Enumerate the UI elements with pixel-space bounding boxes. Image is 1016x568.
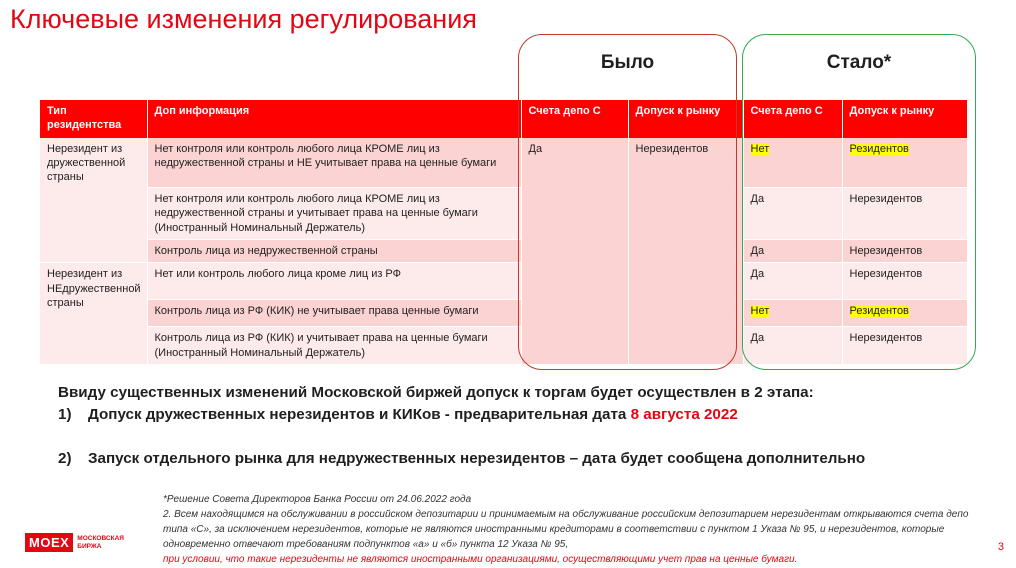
highlighted-value: Нет bbox=[750, 305, 770, 318]
step-2-text: Запуск отдельного рынка для недружественных нерезидентов – дата будет сообщена дополнительно bbox=[88, 450, 866, 467]
footnote-decision: *Решение Совета Директоров Банка России от 24.06.2022 года bbox=[163, 494, 472, 505]
now-access-cell: Нерезидентов bbox=[842, 240, 967, 263]
now-access-cell bbox=[842, 138, 967, 188]
footnote bbox=[163, 492, 983, 567]
logo-mark: MOEX bbox=[25, 533, 73, 552]
step-1-number: 1) bbox=[58, 406, 72, 423]
footnote-condition: при условии, что такие нерезиденты не являются иностранными организациями, осуществляющими учет прав на ценные бумаги. bbox=[163, 554, 798, 565]
header-type: Тип резидентства bbox=[40, 100, 147, 138]
regulation-table bbox=[40, 100, 968, 365]
now-access-cell: Нерезидентов bbox=[842, 327, 967, 365]
info-cell: Контроль лица из РФ (КИК) и учитывает права на ценные бумаги (Иностранный Номинальный Держатель) bbox=[147, 327, 521, 365]
info-cell: Контроль лица из РФ (КИК) не учитывает права ценные бумаги bbox=[147, 300, 521, 327]
step-1-date: 8 августа 2022 bbox=[630, 406, 738, 423]
step-1-text: Допуск дружественных нерезидентов и КИКов - предварительная дата bbox=[88, 406, 631, 423]
highlighted-value: Резидентов bbox=[849, 142, 909, 155]
header-was-access: Допуск к рынку bbox=[628, 100, 743, 138]
footnote-clause: 2. Всем находящимся на обслуживании в российском депозитарии и принимаемым на обслуживание российским депозитарием нерезидентам открываются счета депо типа «С», за исключением нерезидентов, которые не являются иностранными кредиторами в соответствии с пунктом 1 Указа № 95, и нерезидентов, которые одновременно отвечают требованиям подпунктов «а» и «б» пункта 12 Указа № 95, bbox=[163, 509, 969, 550]
moex-logo bbox=[25, 533, 124, 552]
type-unfriendly-cell: Нерезидент из НЕдружественной страны bbox=[40, 263, 147, 365]
was-access-cell: Нерезидентов bbox=[628, 138, 743, 365]
logo-text-line-2: БИРЖА bbox=[77, 542, 102, 550]
now-accounts-cell: Да bbox=[743, 327, 842, 365]
info-cell: Нет или контроль любого лица кроме лиц из РФ bbox=[147, 263, 521, 300]
highlighted-value: Резидентов bbox=[849, 305, 909, 318]
summary-step-2 bbox=[58, 450, 865, 467]
logo-text-line-1: МОСКОВСКАЯ bbox=[77, 535, 124, 543]
summary-intro: Ввиду существенных изменений Московской биржей допуск к торгам будет осуществлен в 2 этапа: bbox=[58, 384, 814, 401]
now-access-cell: Нерезидентов bbox=[842, 263, 967, 300]
step-2-number: 2) bbox=[58, 450, 72, 467]
now-access-cell bbox=[842, 300, 967, 327]
table-header-row bbox=[40, 100, 967, 138]
info-cell: Контроль лица из недружественной страны bbox=[147, 240, 521, 263]
table-row bbox=[40, 138, 967, 188]
info-cell: Нет контроля или контроль любого лица КРОМЕ лиц из недружественной страны и учитывает права на ценные бумаги (Иностранный Номинальный Держатель) bbox=[147, 188, 521, 240]
now-accounts-cell bbox=[743, 138, 842, 188]
header-now-accounts: Счета депо С bbox=[743, 100, 842, 138]
header-was-accounts: Счета депо С bbox=[521, 100, 628, 138]
page-number: 3 bbox=[997, 541, 1004, 553]
logo-text bbox=[77, 535, 124, 550]
header-now-access: Допуск к рынку bbox=[842, 100, 967, 138]
info-cell: Нет контроля или контроль любого лица КРОМЕ лиц из недружественной страны и НЕ учитывает права на ценные бумаги bbox=[147, 138, 521, 188]
now-accounts-cell bbox=[743, 300, 842, 327]
table-row bbox=[40, 188, 967, 240]
now-accounts-cell: Да bbox=[743, 240, 842, 263]
slide-title: Ключевые изменения регулирования bbox=[10, 4, 477, 34]
was-group-label: Было bbox=[600, 52, 655, 73]
table-row bbox=[40, 300, 967, 327]
table-row bbox=[40, 263, 967, 300]
now-accounts-cell: Да bbox=[743, 263, 842, 300]
table-row bbox=[40, 240, 967, 263]
type-friendly-cell: Нерезидент из дружественной страны bbox=[40, 138, 147, 263]
now-group-label: Стало* bbox=[826, 52, 892, 73]
highlighted-value: Нет bbox=[750, 142, 770, 155]
now-access-cell: Нерезидентов bbox=[842, 188, 967, 240]
summary-step-1 bbox=[58, 406, 738, 423]
table-row bbox=[40, 327, 967, 365]
now-accounts-cell: Да bbox=[743, 188, 842, 240]
was-accounts-cell: Да bbox=[521, 138, 628, 365]
header-info: Доп информация bbox=[147, 100, 521, 138]
